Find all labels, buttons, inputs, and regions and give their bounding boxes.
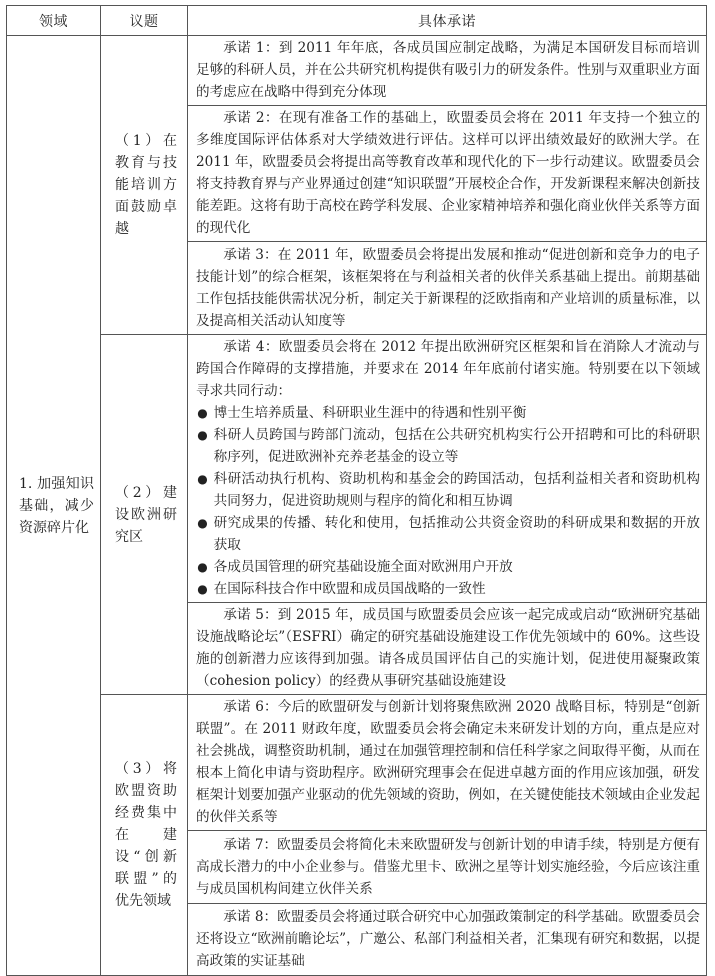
- header-topic: 议题: [101, 6, 188, 36]
- topic-cell-3: （3）将欧盟资助经费集中在建设“创新联盟”的优先领域: [101, 695, 188, 976]
- pledge-6-text: 承诺 6：今后的欧盟研发与创新计划将聚焦欧洲 2020 战略目标，特别是“创新联盟”。在 2011 财政年度，欧盟委员会将会确定未来研发计划的方向，重点是应对社会挑战，调整资助机制，通过在加强管理控制和信任科学家之间取得平衡，从而在根本上简化申请与资助程序。欧洲研究理事会在促进卓越方面的作用应该加强，研发框架计划要加强产业驱动的优先领域的资助，例如，在关键使能技术领域由企业发起的伙伴关系等: [196, 699, 700, 825]
- pledge-7: [188, 831, 707, 904]
- pledge-4-list: [196, 402, 700, 600]
- list-item: [196, 512, 700, 556]
- domain-cell: 1. 加强知识基础，减少资源碎片化: [7, 36, 101, 976]
- list-item: [196, 402, 700, 424]
- pledge-1: [188, 36, 707, 106]
- table-header-row: [7, 6, 707, 36]
- list-item-text: 在国际科技合作中欧盟和成员国战略的一致性: [213, 581, 486, 597]
- list-item-text: 科研人员跨国与跨部门流动，包括在公共研究机构实行公开招聘和可比的科研职称序列，促进欧洲补充养老基金的设立等: [213, 427, 700, 465]
- pledge-2: [188, 106, 707, 242]
- pledge-5-text: 承诺 5：到 2015 年，成员国与欧盟委员会应该一起完成或启动“欧洲研究基础设施战略论坛”（ESFRI）确定的研究基础设施建设工作优先领域中的 60%。这些设施的创新潜力应该得到加强。请各成员国评估自己的实施计划，促进使用凝聚政策（cohesion policy）的经费从事研究基础设施建设: [196, 607, 700, 689]
- list-item-text: 研究成果的传播、转化和使用，包括推动公共资金资助的科研成果和数据的开放获取: [213, 515, 700, 553]
- pledge-3-text: 承诺 3：在 2011 年，欧盟委员会将提出发展和推动“促进创新和竞争力的电子技能计划”的综合框架，该框架将在与利益相关者的伙伴关系基础上提出。前期基础工作包括技能供需状况分析，制定关于新课程的泛欧指南和产业培训的质量标准，以及提高相关活动认知度等: [196, 246, 700, 329]
- pledge-8-text: 承诺 8：欧盟委员会将通过联合研究中心加强政策制定的科学基础。欧盟委员会还将设立“欧洲前瞻论坛”，广邀公、私部门利益相关者，汇集现有研究和数据，以提高政策的实证基础: [196, 909, 700, 969]
- pledge-4-intro: 承诺 4：欧盟委员会将在 2012 年提出欧洲研究区框架和旨在消除人才流动与跨国合作障碍的支撑措施，并要求在 2014 年年底前付诸实施。特别要在以下领域寻求共同行动：: [196, 339, 700, 399]
- pledge-3: [188, 242, 707, 335]
- pledge-5: [188, 603, 707, 695]
- header-domain: 领域: [7, 6, 101, 36]
- pledge-8: [188, 904, 707, 976]
- table-row: [7, 695, 707, 831]
- list-item: [196, 556, 700, 578]
- list-item: [196, 578, 700, 600]
- pledge-6: [188, 695, 707, 831]
- table-row: [7, 335, 707, 603]
- topic-cell-2: （2）建设欧洲研究区: [101, 335, 188, 695]
- bullet-icon: ●: [197, 582, 208, 596]
- header-commitments: 具体承诺: [188, 6, 707, 36]
- bullet-icon: ●: [197, 406, 208, 420]
- list-item: [196, 468, 700, 512]
- list-item-text: 科研活动执行机构、资助机构和基金会的跨国活动，包括利益相关者和资助机构共同努力，促进资助规则与程序的简化和相互协调: [213, 471, 700, 509]
- topic-cell-1: （1）在教育与技能培训方面鼓励卓越: [101, 36, 188, 335]
- commitments-table: [6, 5, 707, 976]
- table-row: [7, 36, 707, 106]
- list-item-text: 博士生培养质量、科研职业生涯中的待遇和性别平衡: [213, 405, 527, 421]
- bullet-icon: ●: [197, 428, 208, 442]
- bullet-icon: ●: [197, 560, 208, 574]
- bullet-icon: ●: [197, 516, 208, 530]
- list-item: [196, 424, 700, 468]
- pledge-7-text: 承诺 7：欧盟委员会将简化未来欧盟研发与创新计划的申请手续，特别是方便有高成长潜力的中小企业参与。借鉴尤里卡、欧洲之星等计划实施经验，今后应该注重与成员国机构间建立伙伴关系: [196, 836, 700, 897]
- list-item-text: 各成员国管理的研究基础设施全面对欧洲用户开放: [213, 559, 513, 575]
- pledge-1-text: 承诺 1：到 2011 年年底，各成员国应制定战略，为满足本国研发目标而培训足够的科研人员，并在公共研究机构提供有吸引力的研发条件。性别与双重职业方面的考虑应在战略中得到充分体现: [196, 40, 700, 100]
- bullet-icon: ●: [197, 472, 208, 486]
- pledge-2-text: 承诺 2：在现有准备工作的基础上，欧盟委员会将在 2011 年支持一个独立的多维度国际评估体系对大学绩效进行评估。这样可以评出绩效最好的欧洲大学。在 2011 年，欧盟委员会将提出高等教育改革和现代化的下一步行动建议。欧盟委员会将支持教育界与产业界通过创建“知识联盟”开展校企合作，开发新课程来解决创新技能差距。这将有助于高校在跨学科发展、企业家精神培养和强化商业伙伴关系等方面的现代化: [196, 110, 700, 236]
- pledge-4: [188, 335, 707, 603]
